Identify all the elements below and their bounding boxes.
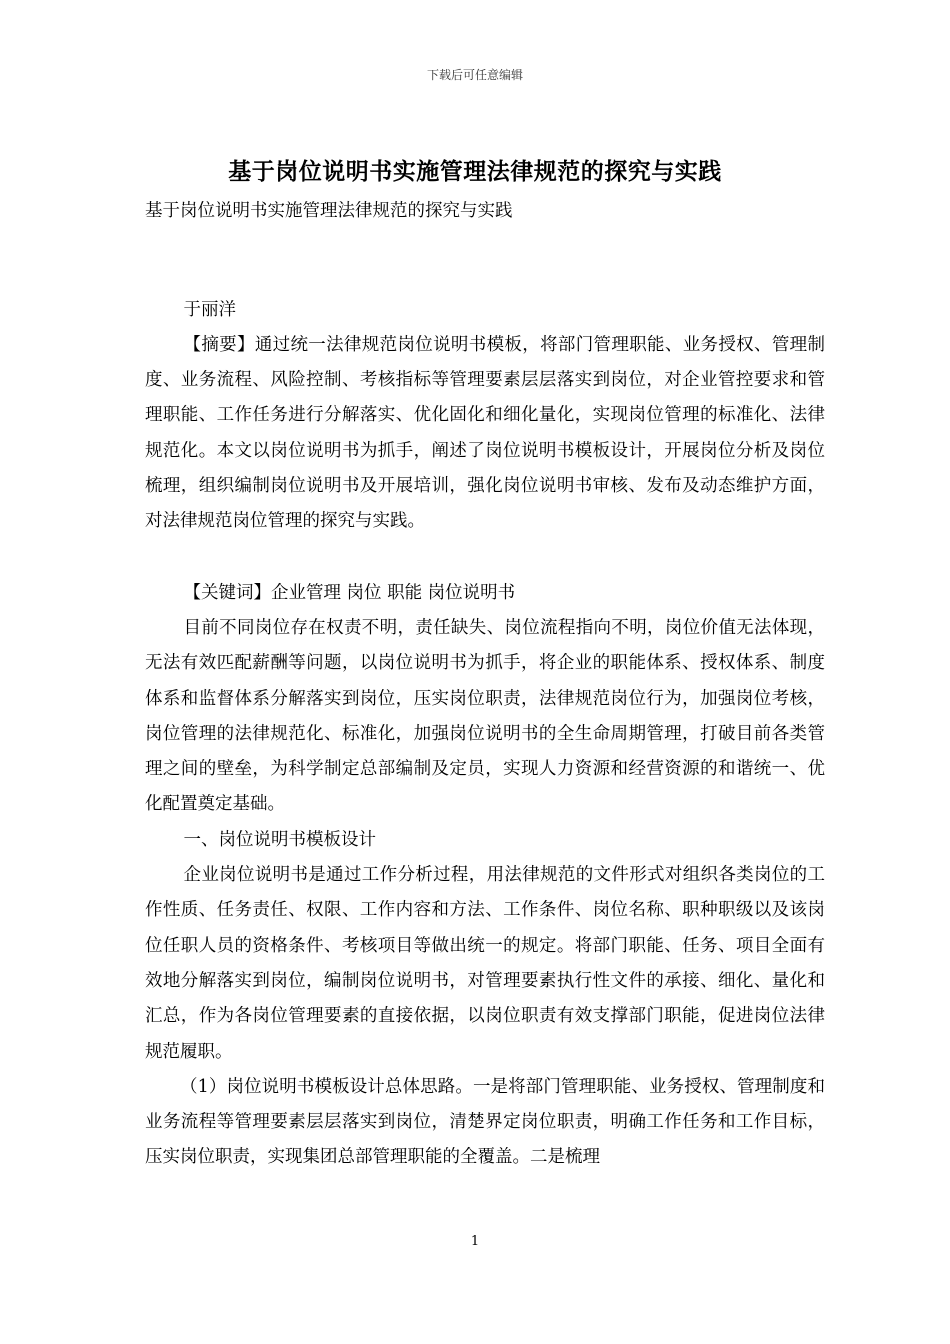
author-name: 于丽洋 [183,299,236,320]
document-title: 基于岗位说明书实施管理法律规范的探究与实践 [228,158,722,185]
section-heading-1: 一、岗位说明书模板设计 [183,829,376,850]
item-1-paragraph: （1）岗位说明书模板设计总体思路。一是将部门管理职能、业务授权、管理制度和业务流程等管理要素层层落实到岗位，清楚界定岗位职责，明确工作任务和工作目标，压实岗位职责，实现集团总部管理职能的全覆盖。二是梳理 [145,1076,825,1168]
keywords-line: 【关键词】企业管理 岗位 职能 岗位说明书 [183,582,516,603]
spacer [145,540,825,576]
document-subtitle: 基于岗位说明书实施管理法律规范的探究与实践 [145,201,513,221]
intro-paragraph: 目前不同岗位存在权责不明，责任缺失、岗位流程指向不明，岗位价值无法体现，无法有效匹配薪酬等问题，以岗位说明书为抓手，将企业的职能体系、授权体系、制度体系和监督体系分解落实到岗位，压实岗位职责，法律规范岗位行为，加强岗位考核，岗位管理的法律规范化、标准化，加强岗位说明书的全生命周期管理，打破目前各类管理之间的壁垒，为科学制定总部编制及定员，实现人力资源和经营资源的和谐统一、优化配置奠定基础。 [145,617,825,815]
header-note: 下载后可任意编辑 [426,68,523,82]
section-1-paragraph: 企业岗位说明书是通过工作分析过程，用法律规范的文件形式对组织各类岗位的工作性质、任务责任、权限、工作内容和方法、工作条件、岗位名称、职种职级以及该岗位任职人员的资格条件、考核项目等做出统一的规定。将部门职能、任务、项目全面有效地分解落实到岗位，编制岗位说明书，对管理要素执行性文件的承接、细化、量化和汇总，作为各岗位管理要素的直接依据，以岗位职责有效支撑部门职能，促进岗位法律规范履职。 [145,865,825,1062]
page-number: 1 [470,1234,480,1249]
document-body [145,194,825,1176]
spacer [145,229,825,264]
abstract-paragraph: 【摘要】通过统一法律规范岗位说明书模板，将部门管理职能、业务授权、管理制度、业务流程、风险控制、考核指标等管理要素层层落实到岗位，对企业管控要求和管理职能、工作任务进行分解落实、优化固化和细化量化，实现岗位管理的标准化、法律规范化。本文以岗位说明书为抓手，阐述了岗位说明书模板设计，开展岗位分析及岗位梳理，组织编制岗位说明书及开展培训，强化岗位说明书审核、发布及动态维护方面，对法律规范岗位管理的探究与实践。 [145,334,825,532]
